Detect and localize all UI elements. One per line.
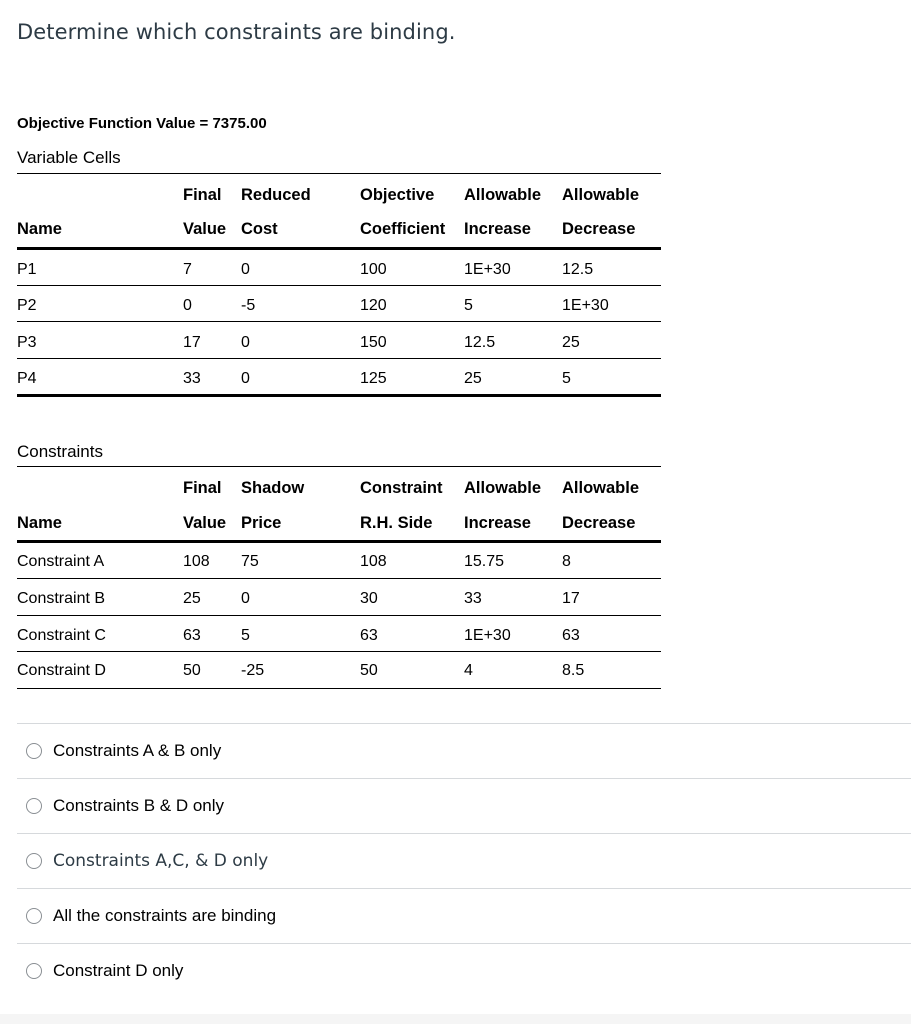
answer-label[interactable]: Constraint D only: [53, 961, 184, 980]
col-header-final: Final: [183, 479, 222, 497]
table-divider: [17, 466, 661, 467]
radio-button[interactable]: [26, 743, 42, 759]
variable-cells-label: Variable Cells: [17, 148, 121, 167]
col-header-cost: Cost: [241, 220, 278, 238]
row-final: 50: [183, 662, 201, 679]
row-coef: 125: [360, 370, 387, 387]
row-dec: 8.5: [562, 662, 585, 679]
col-header-final: Final: [183, 186, 222, 204]
row-inc: 12.5: [464, 334, 496, 351]
col-header-coefficient: Coefficient: [360, 220, 446, 238]
col-header-value: Value: [183, 220, 227, 238]
row-shadow: -25: [241, 662, 265, 679]
row-divider: [17, 285, 661, 286]
col-header-price: Price: [241, 514, 282, 532]
answer-label[interactable]: Constraints B & D only: [53, 796, 225, 815]
table-bottom-divider: [17, 394, 661, 397]
row-final: 108: [183, 553, 210, 570]
row-coef: 150: [360, 334, 387, 351]
row-final: 25: [183, 590, 201, 607]
row-name: P4: [17, 370, 37, 387]
row-inc: 5: [464, 297, 473, 314]
row-reduced: -5: [241, 297, 256, 314]
answer-option-b-d[interactable]: [17, 778, 911, 833]
row-dec: 12.5: [562, 261, 594, 278]
col-header-name: Name: [17, 514, 62, 532]
row-rhs: 50: [360, 662, 378, 679]
answer-label[interactable]: Constraints A & B only: [53, 741, 222, 760]
table-header-divider: [17, 247, 661, 250]
row-inc: 1E+30: [464, 627, 511, 644]
row-inc: 33: [464, 590, 482, 607]
col-header-allowable-dec: Allowable: [562, 186, 640, 204]
row-rhs: 63: [360, 627, 378, 644]
objective-function-value: Objective Function Value = 7375.00: [17, 115, 267, 132]
answer-option-a-c-d[interactable]: [17, 833, 911, 888]
radio-button[interactable]: [26, 853, 42, 869]
row-name: Constraint D: [17, 662, 106, 679]
answer-options: [17, 723, 911, 998]
col-header-allowable-dec: Allowable: [562, 479, 640, 497]
row-reduced: 0: [241, 334, 250, 351]
row-dec: 5: [562, 370, 571, 387]
row-reduced: 0: [241, 370, 250, 387]
row-dec: 1E+30: [562, 297, 609, 314]
col-header-increase: Increase: [464, 220, 531, 238]
row-inc: 1E+30: [464, 261, 511, 278]
col-header-constraint: Constraint: [360, 479, 443, 497]
row-name: Constraint C: [17, 627, 106, 644]
row-rhs: 30: [360, 590, 378, 607]
answer-option-d[interactable]: [17, 943, 911, 998]
table-header-divider: [17, 540, 661, 543]
constraints-label: Constraints: [17, 442, 103, 461]
radio-button[interactable]: [26, 798, 42, 814]
col-header-reduced: Reduced: [241, 186, 311, 204]
row-name: P1: [17, 261, 37, 278]
row-dec: 25: [562, 334, 580, 351]
row-inc: 25: [464, 370, 482, 387]
row-final: 17: [183, 334, 201, 351]
row-final: 33: [183, 370, 201, 387]
col-header-value: Value: [183, 514, 227, 532]
row-final: 63: [183, 627, 201, 644]
row-coef: 120: [360, 297, 387, 314]
row-shadow: 5: [241, 627, 250, 644]
col-header-name: Name: [17, 220, 62, 238]
col-header-allowable-inc: Allowable: [464, 479, 542, 497]
row-name: P2: [17, 297, 37, 314]
col-header-decrease: Decrease: [562, 514, 636, 532]
col-header-allowable-inc: Allowable: [464, 186, 542, 204]
row-coef: 100: [360, 261, 387, 278]
row-shadow: 0: [241, 590, 250, 607]
radio-button[interactable]: [26, 963, 42, 979]
question-text: Determine which constraints are binding.: [17, 20, 456, 44]
footer-shade: [0, 1014, 911, 1024]
answer-label[interactable]: Constraints A,C, & D only: [53, 851, 269, 871]
row-final: 7: [183, 261, 192, 278]
col-header-objective: Objective: [360, 186, 435, 204]
row-name: Constraint A: [17, 553, 105, 570]
answer-label[interactable]: All the constraints are binding: [53, 906, 277, 925]
row-final: 0: [183, 297, 192, 314]
row-dec: 17: [562, 590, 580, 607]
col-header-increase: Increase: [464, 514, 531, 532]
row-name: P3: [17, 334, 37, 351]
row-inc: 15.75: [464, 553, 505, 570]
row-name: Constraint B: [17, 590, 106, 607]
radio-button[interactable]: [26, 908, 42, 924]
col-header-rhs: R.H. Side: [360, 514, 433, 532]
table-bottom-divider: [17, 688, 661, 689]
row-inc: 4: [464, 662, 473, 679]
row-dec: 8: [562, 553, 571, 570]
row-rhs: 108: [360, 553, 387, 570]
row-shadow: 75: [241, 553, 259, 570]
row-reduced: 0: [241, 261, 250, 278]
col-header-decrease: Decrease: [562, 220, 636, 238]
answer-option-a-b[interactable]: [17, 723, 911, 778]
row-dec: 63: [562, 627, 580, 644]
answer-option-all[interactable]: [17, 888, 911, 943]
row-divider: [17, 321, 661, 322]
row-divider: [17, 358, 661, 359]
row-divider: [17, 578, 661, 579]
table-divider: [17, 173, 661, 174]
col-header-shadow: Shadow: [241, 479, 305, 497]
row-divider: [17, 615, 661, 616]
row-divider: [17, 651, 661, 652]
